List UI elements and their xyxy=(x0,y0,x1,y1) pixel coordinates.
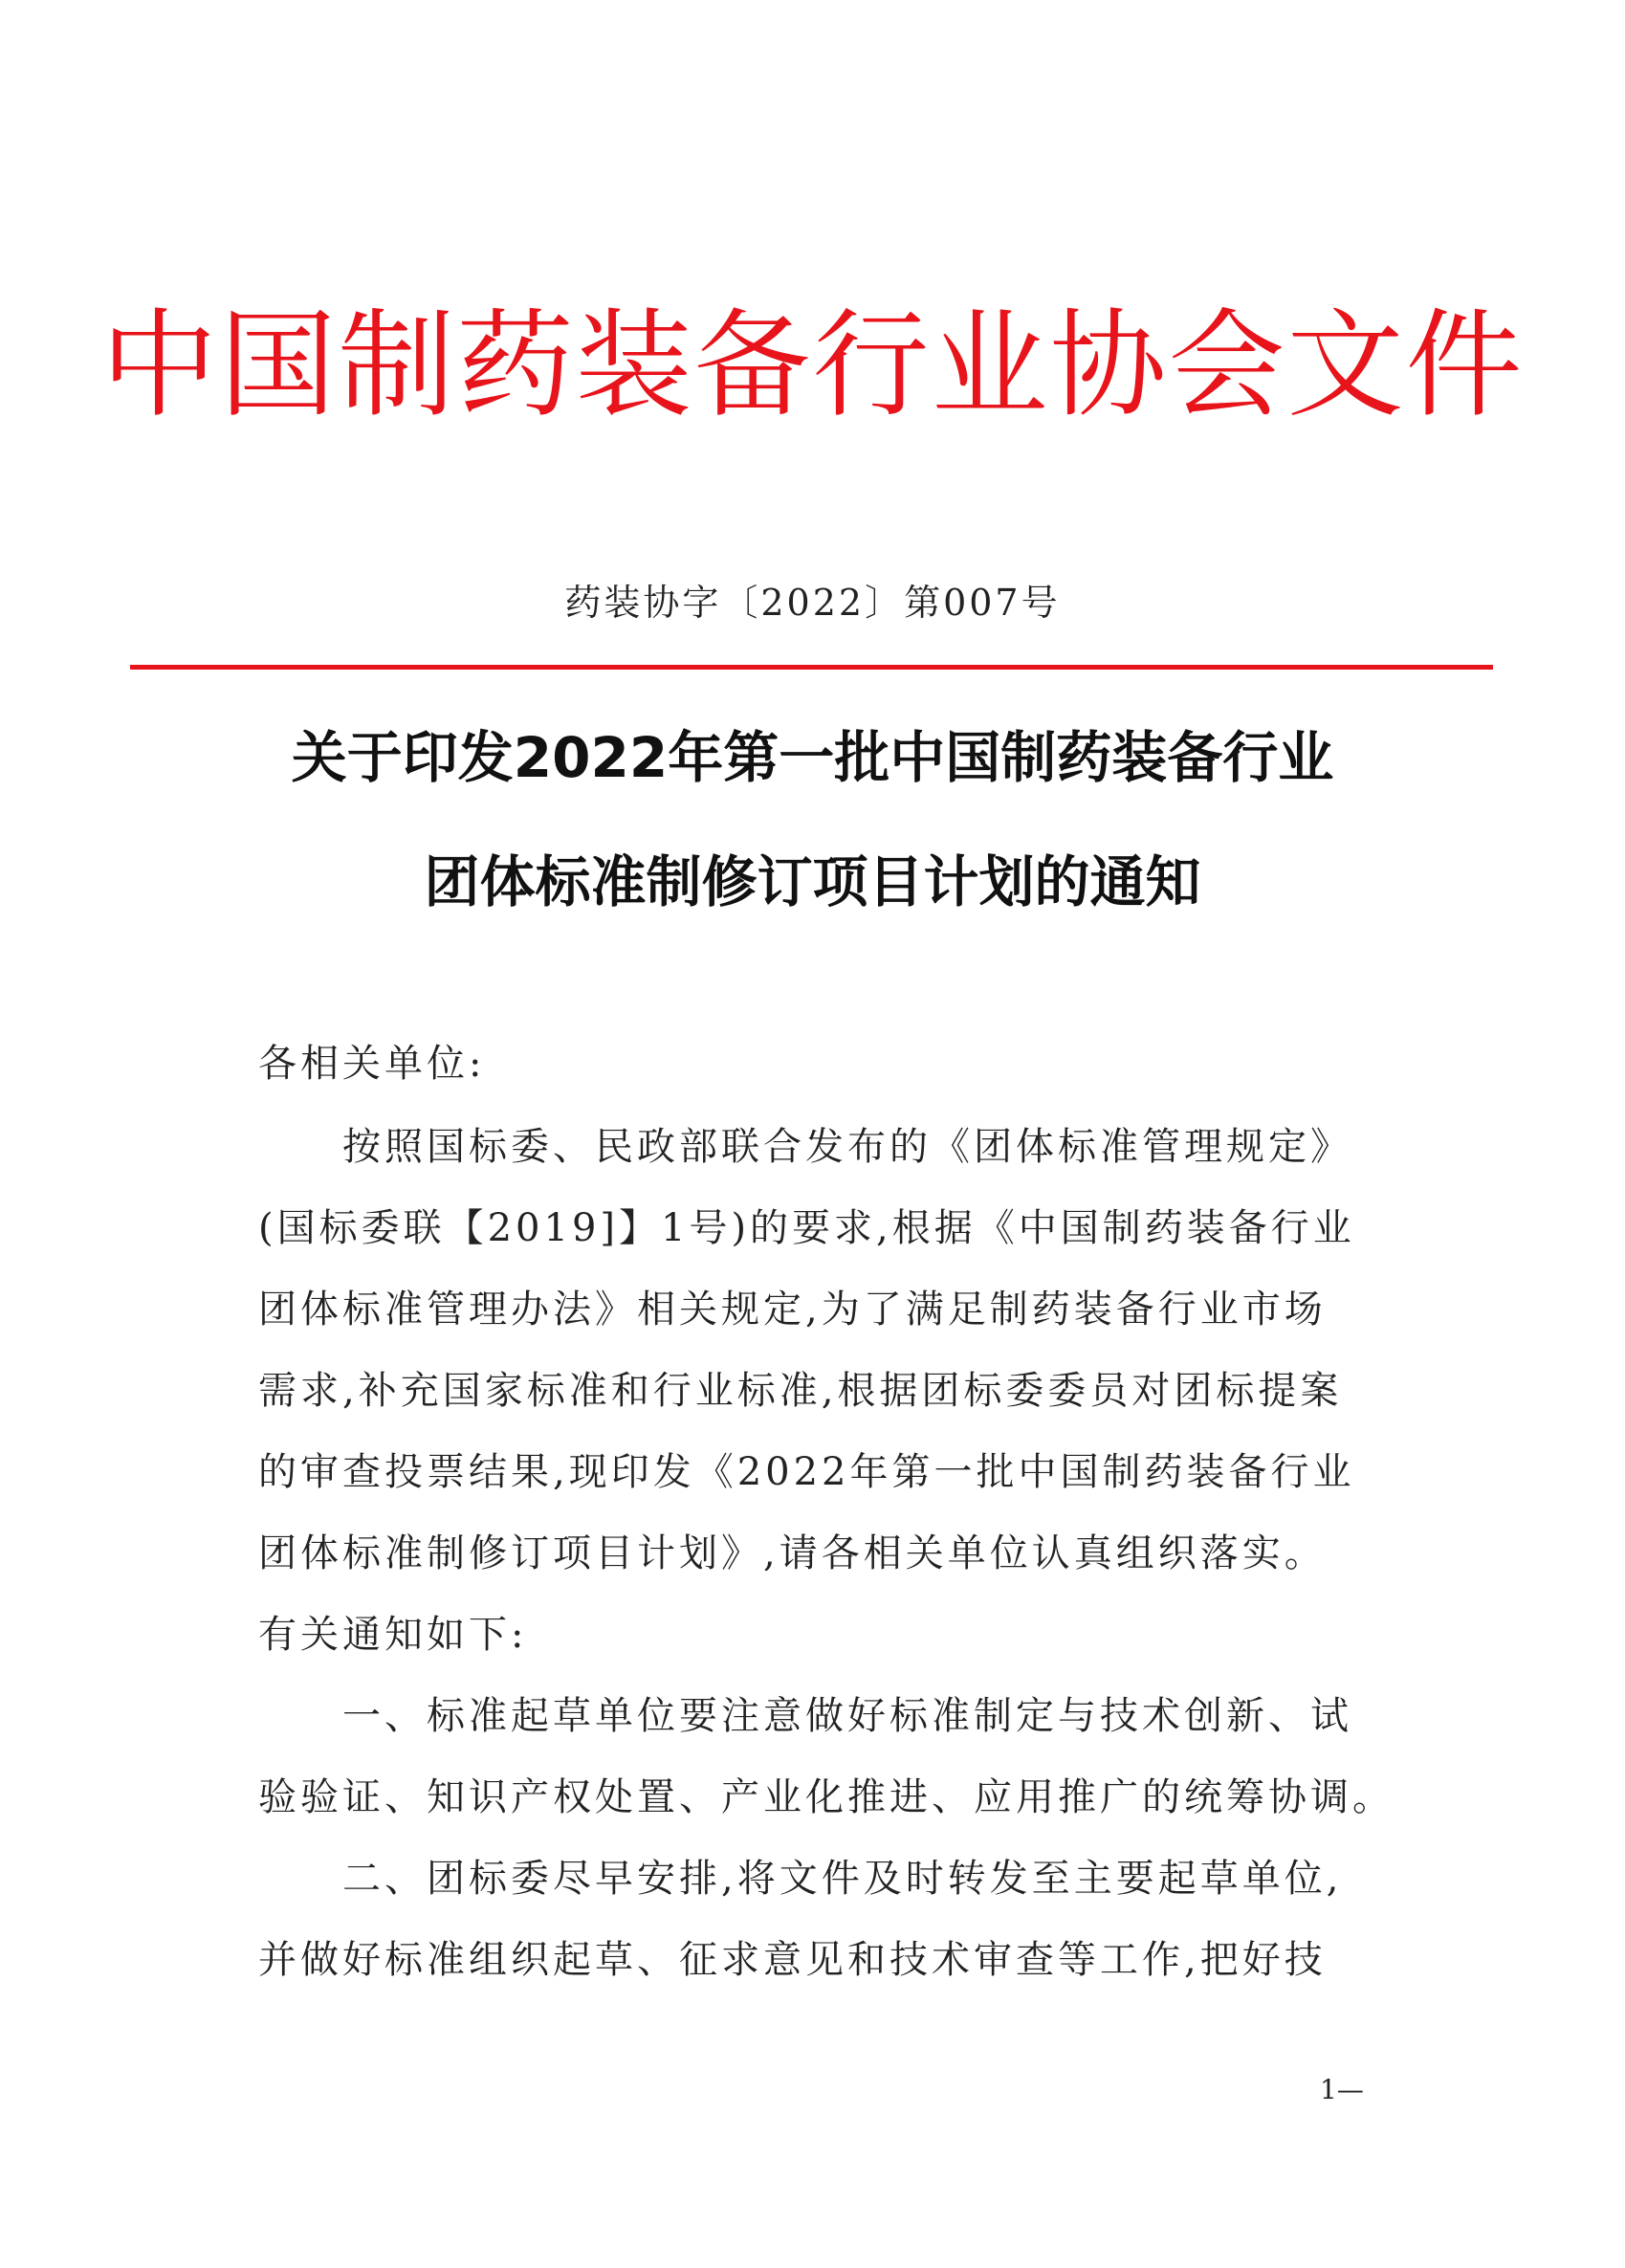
masthead-title: 中国制药装备行业协会文件 xyxy=(100,297,1525,433)
body-line: 验验证、知识产权处置、产业化推进、应用推广的统筹协调。 xyxy=(258,1775,1394,1819)
body-line: 需求,补充国家标准和行业标准,根据团标委委员对团标提案 xyxy=(258,1369,1343,1413)
body-line: 的审查投票结果,现印发《2022年第一批中国制药装备行业 xyxy=(258,1450,1355,1494)
page-number: 1— xyxy=(1320,2074,1364,2105)
red-divider-line xyxy=(130,665,1493,670)
body-line: 一、标准起草单位要注意做好标准制定与技术创新、试 xyxy=(258,1694,1352,1738)
body-line: 团体标准制修订项目计划》,请各相关单位认真组织落实。 xyxy=(258,1531,1327,1575)
body-line: 二、团标委尽早安排,将文件及时转发至主要起草单位, xyxy=(258,1857,1343,1901)
body-line: 团体标准管理办法》相关规定,为了满足制药装备行业市场 xyxy=(258,1288,1327,1332)
body-line: 按照国标委、民政部联合发布的《团体标准管理规定》 xyxy=(258,1125,1352,1169)
body-line: 并做好标准组织起草、征求意见和技术审查等工作,把好技 xyxy=(258,1938,1327,1982)
document-number: 药装协字〔2022〕第007号 xyxy=(564,582,1061,624)
salutation: 各相关单位: xyxy=(258,1042,486,1086)
body-line: 有关通知如下: xyxy=(258,1613,528,1657)
body-line: (国标委联【2019]】1号)的要求,根据《中国制药装备行业 xyxy=(258,1206,1355,1250)
notice-title-line-2: 团体标准制修订项目计划的通知 xyxy=(424,849,1201,914)
notice-title-line-1: 关于印发2022年第一批中国制药装备行业 xyxy=(291,725,1334,790)
